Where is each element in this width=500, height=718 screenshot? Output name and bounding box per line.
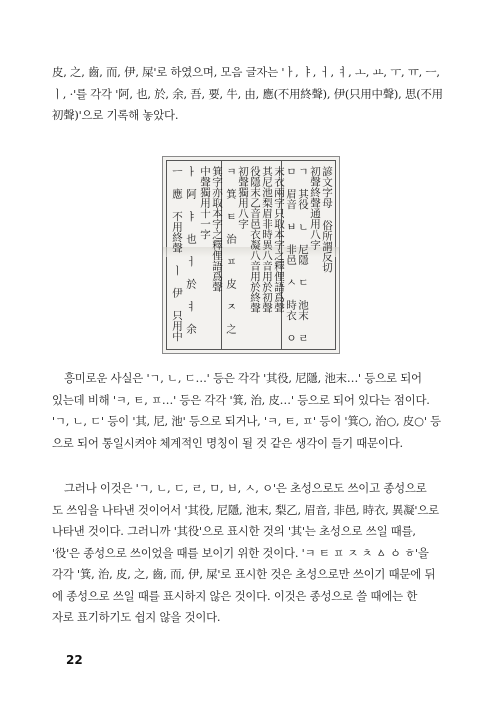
text-line: 初聲)'으로 기록해 놓았다. xyxy=(52,108,179,122)
text-line: 으로 되어 통일시켜야 체계적인 명칭이 될 것 같은 생각이 들기 때문이다. xyxy=(52,435,403,450)
text-line: 皮, 之, 齒, 而, 伊, 屎'로 하였으며, 모음 글자는 'ㅏ, ㅑ, ㅓ, ㅕ, ㅗ, ㅛ, ㅜ, ㅠ, ㅡ, xyxy=(52,65,440,79)
facsimile-column: ㅡ 應 不用終聲 ㅣ 伊 只用中 xyxy=(171,166,183,342)
text-line: 흥미로운 사실은 'ㄱ, ㄴ, ㄷ…' 등은 각각 '其役, 尼隱, 池末…' 등으로 되어 xyxy=(64,371,422,385)
facsimile-column: 初聲獨用八字 xyxy=(237,166,249,229)
facsimile-column: 初聲終聲通用八字 xyxy=(309,166,321,250)
text-line: 에 종성으로 쓰일 때를 표시하지 않은 것이다. 이것은 종성으로 쓸 때에는 한 xyxy=(52,588,418,603)
facsimile-column: 中聲獨用十一字 xyxy=(199,166,211,240)
text-line: '役'은 종성으로 쓰이었을 때를 보이기 위한 것이다. 'ㅋ ㅌ ㅍ ㅈ ㅊ ㅿ ㆁ ㅎ'을 xyxy=(52,545,429,560)
text-line: 있는데 비해 'ㅋ, ㅌ, ㅍ…' 등은 각각 '箕, 治, 皮…' 등으로 되어 있다는 점이다. xyxy=(52,392,430,407)
facsimile-column: 箕字亦取本字之釋俚語爲聲 xyxy=(211,166,223,292)
paragraph-observation xyxy=(52,368,452,454)
text-line: 그러나 이것은 'ㄱ, ㄴ, ㄷ, ㄹ, ㅁ, ㅂ, ㅅ, ㅇ'은 초성으로도 쓰이고 종성으로 xyxy=(64,481,427,495)
facsimile-column: ㄱ 其役 ㄴ 尼隱 ㄷ 池末 ㄹ xyxy=(297,166,309,343)
text-line: 'ㄱ, ㄴ, ㄷ' 등이 '其, 尼, 池' 등으로 되거나, 'ㅋ, ㅌ, ㅍ' 등이 '箕○, 治○, 皮○' 등 xyxy=(52,414,441,428)
page-number: 22 xyxy=(66,653,83,667)
facsimile-column: ㅏ 阿 ㅑ 也 ㅓ 於 ㅕ 余 xyxy=(185,166,197,334)
text-line: 도 쓰임을 나타낸 것이어서 '其役, 尼隱, 池末, 梨乙, 眉音, 非邑, 時衣, 異凝'으로 xyxy=(52,502,439,517)
text-line: ㅣ, ·'를 각각 '阿, 也, 於, 余, 吾, 要, 牛, 由, 應(不用終聲), 伊(只用中聲), 思(不用 xyxy=(52,86,443,101)
facsimile-column: 役隱末乙音邑衣凝八音用於終聲 xyxy=(249,166,261,313)
facsimile-column: 諺文字母 俗所謂反切 xyxy=(321,166,333,273)
text-line: 각각 '箕, 治, 皮, 之, 齒, 而, 伊, 屎'로 표시한 것은 초성으로만 쓰이기 때문에 뒤 xyxy=(52,567,436,581)
paragraph-intro xyxy=(52,62,452,127)
facsimile-column: 末衣兩字只取本字之釋俚語爲聲 xyxy=(273,166,285,313)
facsimile-column: ㅁ 眉音 ㅂ 非邑 ㅅ 時衣 ㅇ xyxy=(285,166,297,343)
paragraph-explanation xyxy=(52,478,452,629)
text-line: 자로 표기하기도 쉽지 않을 것이다. xyxy=(52,610,221,624)
hunmong-jahoe-facsimile-image xyxy=(162,156,340,354)
facsimile-column: ㅋ 箕 ㅌ 治 ㅍ 皮 ㅈ 之 xyxy=(225,166,237,334)
facsimile-column: 其尼池梨眉非時異八音用於初聲 xyxy=(261,166,273,313)
text-line: 나타낸 것이다. 그러니까 '其役'으로 표시한 것의 '其'는 초성으로 쓰일 때를, xyxy=(52,524,416,538)
